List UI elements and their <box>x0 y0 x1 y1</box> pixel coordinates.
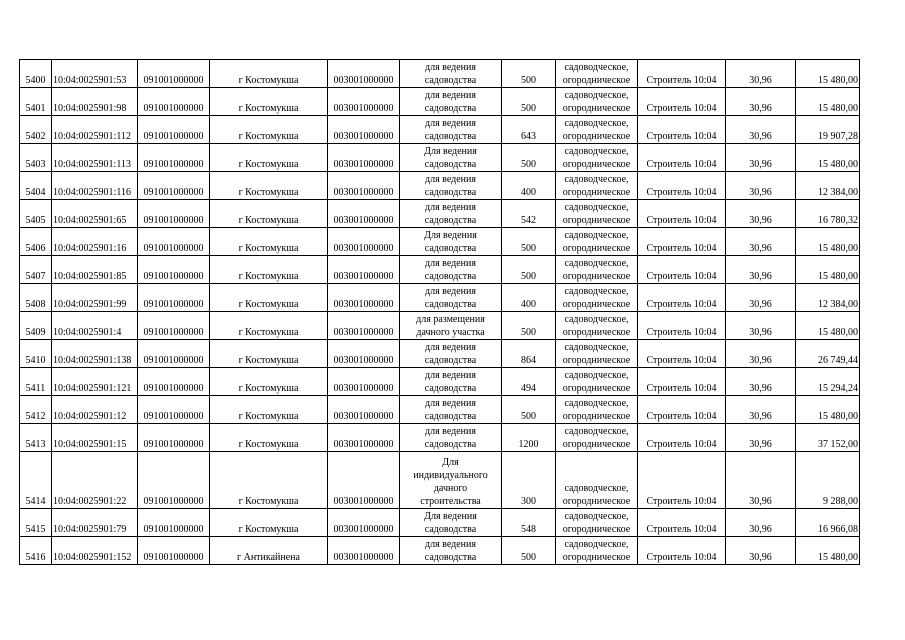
land-category-line: огородническое <box>562 411 631 422</box>
locality-cell: г Костомукша <box>210 116 328 144</box>
permitted-use-line: садоводства <box>424 355 477 366</box>
okato-code-cell: 091001000000 <box>138 172 210 200</box>
oktmo-code-cell: 003001000000 <box>328 509 400 537</box>
land-category-line: садоводческое, <box>564 146 629 157</box>
land-category-line: огородническое <box>562 327 631 338</box>
oktmo-code-cell: 003001000000 <box>328 228 400 256</box>
land-category-line: огородническое <box>562 215 631 226</box>
permitted-use-line: для ведения <box>425 398 476 409</box>
area-cell: 500 <box>502 88 556 116</box>
okato-code-cell: 091001000000 <box>138 509 210 537</box>
valuation-zone-cell: Строитель 10:04 <box>638 452 726 509</box>
locality-cell: г Костомукша <box>210 368 328 396</box>
valuation-zone-cell: Строитель 10:04 <box>638 424 726 452</box>
permitted-use-line: для ведения <box>425 62 476 73</box>
permitted-use-line: садоводства <box>424 75 477 86</box>
cadastral-value-cell: 15 480,00 <box>796 60 860 88</box>
land-category-line: огородническое <box>562 524 631 535</box>
cadastral-number-cell: 10:04:0025901:121 <box>52 368 138 396</box>
cadastral-number-cell: 10:04:0025901:99 <box>52 284 138 312</box>
okato-code-cell: 091001000000 <box>138 424 210 452</box>
specific-value-cell: 30,96 <box>726 509 796 537</box>
table-row <box>20 396 860 424</box>
oktmo-code-cell: 003001000000 <box>328 396 400 424</box>
cadastral-number-cell: 10:04:0025901:112 <box>52 116 138 144</box>
land-category-line: садоводческое, <box>564 539 629 550</box>
land-category-cell <box>556 200 638 228</box>
land-category-line: огородническое <box>562 383 631 394</box>
valuation-zone-cell: Строитель 10:04 <box>638 116 726 144</box>
permitted-use-cell <box>400 60 502 88</box>
cadastral-number-cell: 10:04:0025901:53 <box>52 60 138 88</box>
land-category-line: садоводческое, <box>564 426 629 437</box>
land-category-line: садоводческое, <box>564 370 629 381</box>
oktmo-code-cell: 003001000000 <box>328 172 400 200</box>
area-cell: 494 <box>502 368 556 396</box>
cadastral-number-cell: 10:04:0025901:65 <box>52 200 138 228</box>
valuation-zone-cell: Строитель 10:04 <box>638 284 726 312</box>
area-cell: 500 <box>502 312 556 340</box>
cadastral-number-cell: 10:04:0025901:4 <box>52 312 138 340</box>
locality-cell: г Костомукша <box>210 509 328 537</box>
oktmo-code-cell: 003001000000 <box>328 60 400 88</box>
permitted-use-line: для ведения <box>425 174 476 185</box>
table-row <box>20 537 860 565</box>
okato-code-cell: 091001000000 <box>138 368 210 396</box>
cadastral-number-cell: 10:04:0025901:113 <box>52 144 138 172</box>
okato-code-cell: 091001000000 <box>138 60 210 88</box>
permitted-use-line: Для ведения <box>424 511 477 522</box>
area-cell: 500 <box>502 228 556 256</box>
valuation-zone-cell: Строитель 10:04 <box>638 396 726 424</box>
row-number-cell: 5410 <box>20 340 52 368</box>
land-category-line: огородническое <box>562 103 631 114</box>
permitted-use-cell <box>400 228 502 256</box>
permitted-use-line: для ведения <box>425 118 476 129</box>
valuation-zone-cell: Строитель 10:04 <box>638 88 726 116</box>
specific-value-cell: 30,96 <box>726 368 796 396</box>
okato-code-cell: 091001000000 <box>138 228 210 256</box>
cadastral-number-cell: 10:04:0025901:98 <box>52 88 138 116</box>
permitted-use-line: для ведения <box>425 202 476 213</box>
oktmo-code-cell: 003001000000 <box>328 340 400 368</box>
specific-value-cell: 30,96 <box>726 284 796 312</box>
permitted-use-cell <box>400 88 502 116</box>
land-category-line: огородническое <box>562 187 631 198</box>
table-row <box>20 144 860 172</box>
oktmo-code-cell: 003001000000 <box>328 537 400 565</box>
row-number-cell: 5416 <box>20 537 52 565</box>
cadastral-number-cell: 10:04:0025901:15 <box>52 424 138 452</box>
okato-code-cell: 091001000000 <box>138 144 210 172</box>
locality-cell: г Костомукша <box>210 452 328 509</box>
land-category-cell <box>556 60 638 88</box>
oktmo-code-cell: 003001000000 <box>328 424 400 452</box>
land-category-cell <box>556 312 638 340</box>
valuation-zone-cell: Строитель 10:04 <box>638 256 726 284</box>
permitted-use-cell <box>400 284 502 312</box>
oktmo-code-cell: 003001000000 <box>328 200 400 228</box>
row-number-cell: 5401 <box>20 88 52 116</box>
cadastral-value-cell: 15 480,00 <box>796 312 860 340</box>
permitted-use-line: индивидуального <box>413 470 488 481</box>
permitted-use-cell <box>400 256 502 284</box>
specific-value-cell: 30,96 <box>726 144 796 172</box>
area-cell: 500 <box>502 537 556 565</box>
area-cell: 500 <box>502 396 556 424</box>
land-category-line: садоводческое, <box>564 398 629 409</box>
table-row <box>20 172 860 200</box>
land-category-line: огородническое <box>562 439 631 450</box>
specific-value-cell: 30,96 <box>726 116 796 144</box>
permitted-use-cell <box>400 144 502 172</box>
land-category-line: огородническое <box>562 159 631 170</box>
table-row <box>20 368 860 396</box>
table-row <box>20 452 860 509</box>
row-number-cell: 5403 <box>20 144 52 172</box>
permitted-use-line: для ведения <box>425 539 476 550</box>
land-category-cell <box>556 144 638 172</box>
land-category-line: садоводческое, <box>564 314 629 325</box>
land-category-line: садоводческое, <box>564 258 629 269</box>
specific-value-cell: 30,96 <box>726 228 796 256</box>
row-number-cell: 5414 <box>20 452 52 509</box>
permitted-use-cell <box>400 200 502 228</box>
valuation-zone-cell: Строитель 10:04 <box>638 60 726 88</box>
area-cell: 500 <box>502 60 556 88</box>
permitted-use-cell <box>400 509 502 537</box>
row-number-cell: 5406 <box>20 228 52 256</box>
table-row <box>20 312 860 340</box>
permitted-use-line: садоводства <box>424 552 477 563</box>
locality-cell: г Антикайнена <box>210 537 328 565</box>
valuation-zone-cell: Строитель 10:04 <box>638 200 726 228</box>
specific-value-cell: 30,96 <box>726 200 796 228</box>
land-category-line: садоводческое, <box>564 483 629 494</box>
okato-code-cell: 091001000000 <box>138 116 210 144</box>
locality-cell: г Костомукша <box>210 256 328 284</box>
permitted-use-cell <box>400 537 502 565</box>
specific-value-cell: 30,96 <box>726 452 796 509</box>
table-row <box>20 424 860 452</box>
land-category-cell <box>556 116 638 144</box>
oktmo-code-cell: 003001000000 <box>328 312 400 340</box>
table-row <box>20 228 860 256</box>
cadastral-number-cell: 10:04:0025901:79 <box>52 509 138 537</box>
row-number-cell: 5404 <box>20 172 52 200</box>
permitted-use-cell <box>400 424 502 452</box>
valuation-zone-cell: Строитель 10:04 <box>638 144 726 172</box>
valuation-zone-cell: Строитель 10:04 <box>638 368 726 396</box>
oktmo-code-cell: 003001000000 <box>328 284 400 312</box>
permitted-use-line: садоводства <box>424 411 477 422</box>
valuation-zone-cell: Строитель 10:04 <box>638 340 726 368</box>
permitted-use-line: садоводства <box>424 299 477 310</box>
cadastral-value-cell: 12 384,00 <box>796 172 860 200</box>
cadastral-value-cell: 12 384,00 <box>796 284 860 312</box>
specific-value-cell: 30,96 <box>726 396 796 424</box>
cadastral-number-cell: 10:04:0025901:22 <box>52 452 138 509</box>
area-cell: 643 <box>502 116 556 144</box>
valuation-zone-cell: Строитель 10:04 <box>638 509 726 537</box>
land-category-cell <box>556 228 638 256</box>
oktmo-code-cell: 003001000000 <box>328 368 400 396</box>
land-category-line: садоводческое, <box>564 202 629 213</box>
land-category-line: огородническое <box>562 299 631 310</box>
cadastral-value-cell: 37 152,00 <box>796 424 860 452</box>
row-number-cell: 5413 <box>20 424 52 452</box>
locality-cell: г Костомукша <box>210 228 328 256</box>
table-row <box>20 340 860 368</box>
okato-code-cell: 091001000000 <box>138 537 210 565</box>
land-category-line: садоводческое, <box>564 286 629 297</box>
row-number-cell: 5415 <box>20 509 52 537</box>
locality-cell: г Костомукша <box>210 396 328 424</box>
valuation-zone-cell: Строитель 10:04 <box>638 228 726 256</box>
land-category-line: огородническое <box>562 75 631 86</box>
land-category-line: садоводческое, <box>564 62 629 73</box>
permitted-use-line: строительства <box>420 496 481 507</box>
land-category-line: садоводческое, <box>564 174 629 185</box>
okato-code-cell: 091001000000 <box>138 200 210 228</box>
cadastral-value-cell: 15 480,00 <box>796 537 860 565</box>
permitted-use-line: Для ведения <box>424 146 477 157</box>
land-category-line: огородническое <box>562 131 631 142</box>
land-category-cell <box>556 424 638 452</box>
permitted-use-cell <box>400 312 502 340</box>
cadastral-value-cell: 15 480,00 <box>796 396 860 424</box>
land-category-line: садоводческое, <box>564 511 629 522</box>
land-category-cell <box>556 509 638 537</box>
oktmo-code-cell: 003001000000 <box>328 88 400 116</box>
table-row <box>20 509 860 537</box>
cadastral-value-cell: 19 907,28 <box>796 116 860 144</box>
okato-code-cell: 091001000000 <box>138 312 210 340</box>
locality-cell: г Костомукша <box>210 144 328 172</box>
permitted-use-line: для ведения <box>425 370 476 381</box>
okato-code-cell: 091001000000 <box>138 340 210 368</box>
specific-value-cell: 30,96 <box>726 256 796 284</box>
locality-cell: г Костомукша <box>210 424 328 452</box>
table-row <box>20 200 860 228</box>
area-cell: 1200 <box>502 424 556 452</box>
cadastral-value-cell: 15 294,24 <box>796 368 860 396</box>
area-cell: 400 <box>502 284 556 312</box>
permitted-use-cell <box>400 172 502 200</box>
specific-value-cell: 30,96 <box>726 424 796 452</box>
permitted-use-line: Для <box>442 457 459 468</box>
cadastral-value-cell: 26 749,44 <box>796 340 860 368</box>
area-cell: 500 <box>502 144 556 172</box>
permitted-use-line: дачного участка <box>416 327 485 338</box>
permitted-use-line: для ведения <box>425 258 476 269</box>
okato-code-cell: 091001000000 <box>138 396 210 424</box>
row-number-cell: 5405 <box>20 200 52 228</box>
cadastral-number-cell: 10:04:0025901:12 <box>52 396 138 424</box>
okato-code-cell: 091001000000 <box>138 284 210 312</box>
permitted-use-line: садоводства <box>424 383 477 394</box>
land-category-cell <box>556 88 638 116</box>
permitted-use-line: для ведения <box>425 286 476 297</box>
permitted-use-cell <box>400 368 502 396</box>
permitted-use-line: садоводства <box>424 159 477 170</box>
land-category-cell <box>556 452 638 509</box>
cadastral-value-cell: 15 480,00 <box>796 228 860 256</box>
table-row <box>20 88 860 116</box>
row-number-cell: 5408 <box>20 284 52 312</box>
land-category-line: садоводческое, <box>564 230 629 241</box>
land-parcel-table <box>19 59 860 565</box>
oktmo-code-cell: 003001000000 <box>328 256 400 284</box>
land-category-line: огородническое <box>562 243 631 254</box>
area-cell: 300 <box>502 452 556 509</box>
specific-value-cell: 30,96 <box>726 340 796 368</box>
area-cell: 864 <box>502 340 556 368</box>
permitted-use-line: садоводства <box>424 131 477 142</box>
permitted-use-line: для ведения <box>425 90 476 101</box>
area-cell: 548 <box>502 509 556 537</box>
area-cell: 500 <box>502 256 556 284</box>
cadastral-value-cell: 15 480,00 <box>796 88 860 116</box>
area-cell: 400 <box>502 172 556 200</box>
cadastral-number-cell: 10:04:0025901:85 <box>52 256 138 284</box>
cadastral-number-cell: 10:04:0025901:16 <box>52 228 138 256</box>
land-category-line: садоводческое, <box>564 118 629 129</box>
land-category-cell <box>556 340 638 368</box>
table-row <box>20 116 860 144</box>
permitted-use-line: садоводства <box>424 215 477 226</box>
valuation-zone-cell: Строитель 10:04 <box>638 172 726 200</box>
table-body <box>20 60 860 565</box>
locality-cell: г Костомукша <box>210 88 328 116</box>
permitted-use-cell <box>400 340 502 368</box>
permitted-use-line: для ведения <box>425 342 476 353</box>
locality-cell: г Костомукша <box>210 312 328 340</box>
permitted-use-line: садоводства <box>424 524 477 535</box>
specific-value-cell: 30,96 <box>726 312 796 340</box>
permitted-use-line: дачного <box>433 483 468 494</box>
permitted-use-line: садоводства <box>424 103 477 114</box>
table-row <box>20 256 860 284</box>
row-number-cell: 5409 <box>20 312 52 340</box>
land-category-line: садоводческое, <box>564 342 629 353</box>
permitted-use-line: садоводства <box>424 439 477 450</box>
row-number-cell: 5412 <box>20 396 52 424</box>
oktmo-code-cell: 003001000000 <box>328 116 400 144</box>
valuation-zone-cell: Строитель 10:04 <box>638 537 726 565</box>
land-category-line: огородническое <box>562 355 631 366</box>
row-number-cell: 5411 <box>20 368 52 396</box>
cadastral-number-cell: 10:04:0025901:152 <box>52 537 138 565</box>
land-category-cell <box>556 172 638 200</box>
land-category-cell <box>556 256 638 284</box>
cadastral-value-cell: 15 480,00 <box>796 144 860 172</box>
land-category-cell <box>556 396 638 424</box>
locality-cell: г Костомукша <box>210 340 328 368</box>
oktmo-code-cell: 003001000000 <box>328 144 400 172</box>
oktmo-code-cell: 003001000000 <box>328 452 400 509</box>
land-category-line: огородническое <box>562 552 631 563</box>
okato-code-cell: 091001000000 <box>138 452 210 509</box>
locality-cell: г Костомукша <box>210 60 328 88</box>
table-row <box>20 60 860 88</box>
permitted-use-line: садоводства <box>424 187 477 198</box>
specific-value-cell: 30,96 <box>726 172 796 200</box>
permitted-use-cell <box>400 452 502 509</box>
locality-cell: г Костомукша <box>210 284 328 312</box>
cadastral-value-cell: 16 780,32 <box>796 200 860 228</box>
permitted-use-cell <box>400 116 502 144</box>
okato-code-cell: 091001000000 <box>138 88 210 116</box>
permitted-use-cell <box>400 396 502 424</box>
row-number-cell: 5407 <box>20 256 52 284</box>
land-category-cell <box>556 537 638 565</box>
permitted-use-line: для размещения <box>416 314 485 325</box>
area-cell: 542 <box>502 200 556 228</box>
land-category-cell <box>556 284 638 312</box>
cadastral-number-cell: 10:04:0025901:116 <box>52 172 138 200</box>
land-category-line: огородническое <box>562 496 631 507</box>
cadastral-number-cell: 10:04:0025901:138 <box>52 340 138 368</box>
cadastral-value-cell: 9 288,00 <box>796 452 860 509</box>
table-row <box>20 284 860 312</box>
land-category-cell <box>556 368 638 396</box>
valuation-zone-cell: Строитель 10:04 <box>638 312 726 340</box>
row-number-cell: 5402 <box>20 116 52 144</box>
land-category-line: огородническое <box>562 271 631 282</box>
specific-value-cell: 30,96 <box>726 60 796 88</box>
permitted-use-line: садоводства <box>424 271 477 282</box>
cadastral-value-cell: 15 480,00 <box>796 256 860 284</box>
okato-code-cell: 091001000000 <box>138 256 210 284</box>
row-number-cell: 5400 <box>20 60 52 88</box>
permitted-use-line: Для ведения <box>424 230 477 241</box>
land-category-line: садоводческое, <box>564 90 629 101</box>
cadastral-value-cell: 16 966,08 <box>796 509 860 537</box>
locality-cell: г Костомукша <box>210 200 328 228</box>
permitted-use-line: садоводства <box>424 243 477 254</box>
locality-cell: г Костомукша <box>210 172 328 200</box>
specific-value-cell: 30,96 <box>726 88 796 116</box>
permitted-use-line: для ведения <box>425 426 476 437</box>
specific-value-cell: 30,96 <box>726 537 796 565</box>
